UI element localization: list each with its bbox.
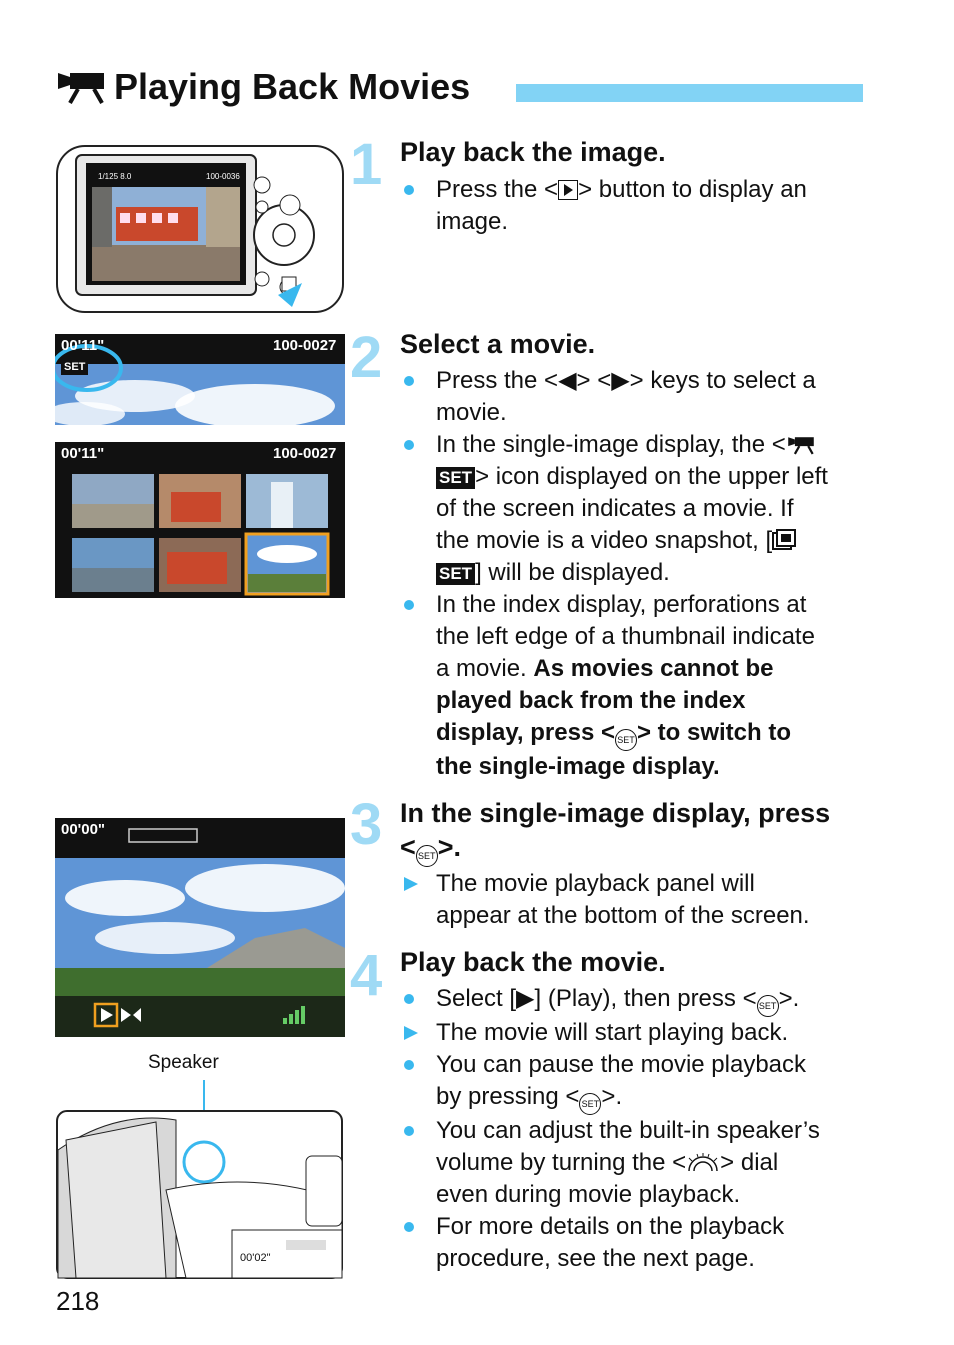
bullet-item: You can pause the movie playback by pressing < SET>.	[400, 1049, 830, 1115]
step-number-4: 4	[350, 943, 383, 1008]
index-display-screen	[55, 442, 345, 598]
movie-camera-icon	[56, 69, 106, 105]
bullet-item: The movie playback panel will appear at the bottom of the screen.	[400, 868, 830, 932]
set-button-icon: SET	[615, 729, 637, 751]
camera-back-illustration	[56, 145, 344, 313]
page-title: Playing Back Movies	[114, 66, 471, 107]
camera-speaker-illustration	[56, 1110, 343, 1279]
step-number-3: 3	[350, 792, 383, 857]
speaker-label: Speaker	[148, 1052, 219, 1073]
set-badge-icon: SET	[436, 467, 475, 489]
screen-file-number: 100-0036	[206, 172, 240, 181]
movie-set-badge-icon: SET	[61, 360, 88, 375]
bullet-item: In the index display, perforations at the left edge of a thumbnail indicate a movie. As movies cannot be played back from the index display, press < SET> to switch to the single-image display.	[400, 589, 830, 783]
video-snapshot-icon	[772, 529, 796, 551]
movie-time: 00'11"	[61, 445, 105, 462]
screen-info-text: 1/125 8.0	[98, 172, 132, 181]
bullet-dot-icon	[404, 600, 414, 610]
result-arrow-icon	[404, 877, 418, 891]
bullet-item: Select [▶] (Play), then press < SET>.	[400, 983, 830, 1017]
title-accent-bar	[516, 84, 863, 102]
set-button-icon: SET	[416, 845, 438, 867]
step-2-bullets	[400, 365, 830, 783]
movie-time: 00'02"	[240, 1252, 271, 1264]
step-number-1: 1	[350, 132, 383, 197]
file-number: 100-0027	[273, 445, 337, 462]
single-image-display-screen	[55, 334, 345, 425]
bullet-dot-icon	[404, 1060, 414, 1070]
step-2-title: Select a movie.	[400, 329, 596, 359]
result-arrow-icon	[404, 1026, 418, 1040]
set-button-icon: SET	[757, 995, 779, 1017]
bullet-dot-icon	[404, 994, 414, 1004]
page-title-row	[56, 66, 470, 108]
step-4-bullets	[400, 983, 830, 1275]
set-badge-icon: SET	[436, 563, 475, 585]
step-1-title: Play back the image.	[400, 137, 666, 167]
bullet-item: In the single-image display, the < SET > icon displayed on the upper left of the screen indicates a movie. If the movie is a video snapshot, [ SET ] will be displayed.	[400, 429, 830, 589]
bullet-dot-icon	[404, 1222, 414, 1232]
step-4-title: Play back the movie.	[400, 947, 666, 977]
movie-time: 00'11"	[61, 337, 105, 354]
page-number: 218	[56, 1286, 100, 1316]
bullet-item: Press the <◀> <▶> keys to select a movie.	[400, 365, 830, 429]
file-number: 100-0027	[273, 337, 337, 354]
bullet-dot-icon	[404, 1126, 414, 1136]
bullet-item: For more details on the playback procedure, see the next page.	[400, 1211, 830, 1275]
bullet-dot-icon	[404, 376, 414, 386]
movie-time: 00'00"	[61, 821, 106, 838]
movie-camera-icon	[786, 435, 816, 455]
bullet-item: Press the < > button to display an image.	[400, 174, 830, 238]
bullet-dot-icon	[404, 185, 414, 195]
set-button-icon: SET	[579, 1093, 601, 1115]
main-dial-icon	[686, 1153, 720, 1173]
bullet-item: The movie will start playing back.	[400, 1017, 830, 1049]
step-3-title: In the single-image display, press < SET>.	[400, 796, 830, 867]
bullet-dot-icon	[404, 440, 414, 450]
step-3-bullets	[400, 868, 830, 932]
movie-playback-panel-screen	[55, 818, 345, 1037]
bullet-item: You can adjust the built-in speaker’s volume by turning the < > dial even during movie playback.	[400, 1115, 830, 1211]
step-1-bullets	[400, 174, 830, 238]
playback-button-icon	[558, 180, 578, 200]
step-number-2: 2	[350, 325, 383, 390]
